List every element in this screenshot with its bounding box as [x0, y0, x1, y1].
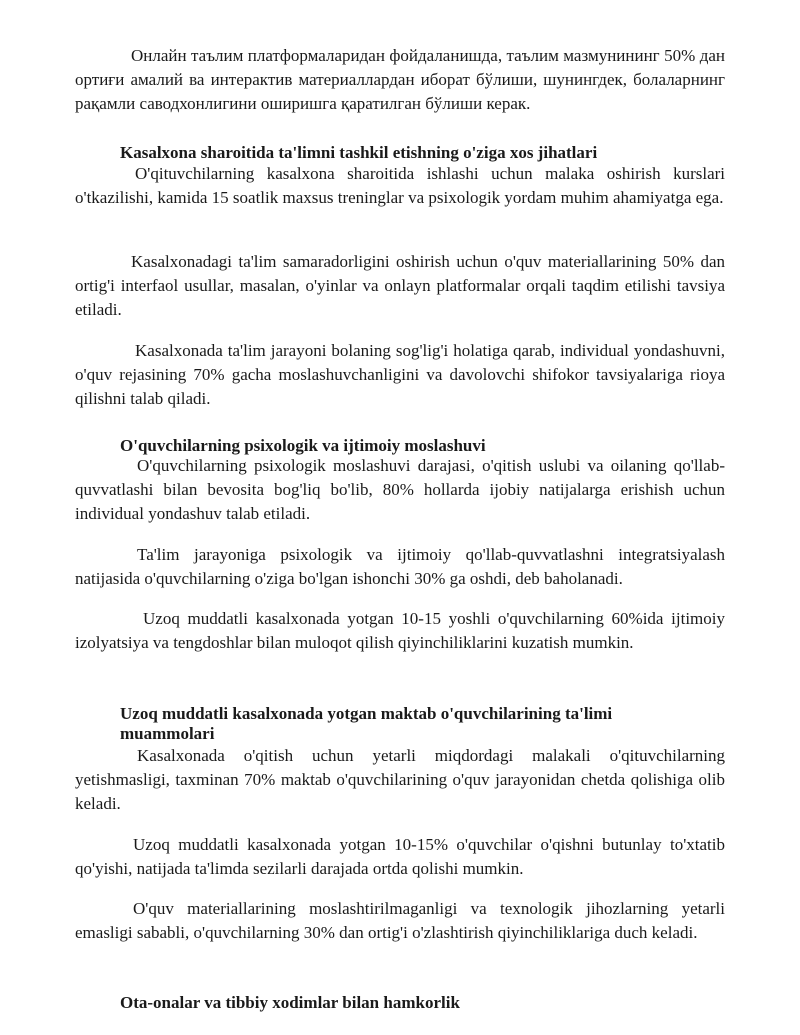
heading-hospital-education: Kasalxona sharoitida ta'limni tashkil etishning o'ziga xos jihatlari — [120, 143, 598, 162]
paragraph-teacher-training: O'qituvchilarning kasalxona sharoitida ishlashi uchun malaka oshirish kurslari o'tkazilishi, kamida 15 soatlik maxsus treninglar va psixologik yordam muhim ahamiyatga ega. — [75, 164, 725, 207]
heading-long-term-problems: Uzoq muddatli kasalxonada yotgan maktab o'quvchilarining ta'limi muammolari — [120, 704, 613, 743]
paragraph-teacher-shortage: Kasalxonada o'qitish uchun yetarli miqdordagi malakali o'qituvchilarning yetishmasligi, taxminan 70% maktab o'quvchilarining o'quv jarayonidan chetda qolishiga olib keladi. — [75, 746, 725, 813]
paragraph-adaptation-level: O'quvchilarning psixologik moslashuvi darajasi, o'qitish uslubi va oilaning qo'llab-quvvatlashi bilan bevosita bog'liq bo'lib, 80% hollarda ijobiy natijalarga erishish uchun individual yondashuv talab etiladi. — [75, 456, 725, 523]
heading-psychological-adaptation: O'quvchilarning psixologik va ijtimoiy moslashuvi — [120, 436, 486, 455]
paragraph-individual-approach: Kasalxonada ta'lim jarayoni bolaning sog'lig'i holatiga qarab, individual yondashuvni, o'quv rejasining 70% gacha moslashuvchanligini va davolovchi shifokor tavsiyalariga rioya qilishni talab qiladi. — [75, 341, 725, 408]
paragraph-dropout: Uzoq muddatli kasalxonada yotgan 10-15% o'quvchilar o'qishni butunlay to'xtatib qo'yishi, natijada ta'limda sezilarli darajada ortda qolishi mumkin. — [75, 835, 725, 878]
paragraph-interactive-materials: Kasalxonadagi ta'lim samaradorligini oshirish uchun o'quv materiallarining 50% dan ortig'i interfaol usullar, masalan, o'yinlar va onlayn platformalar orqali taqdim etilishi tavsiya etiladi. — [75, 252, 725, 319]
paragraph-online-platforms: Онлайн таълим платформаларидан фойдаланишда, таълим мазмунининг 50% дан ортиғи амалий ва интерактив материаллардан иборат бўлиши, шунингдек, болаларнинг рақамли саводхонлигини оширишга қаратилган бўлиши керак. — [75, 46, 725, 113]
paragraph-social-isolation: Uzoq muddatli kasalxonada yotgan 10-15 yoshli o'quvchilarning 60%ida ijtimoiy izolyatsiya va tengdoshlar bilan muloqot qilish qiyinchiliklarini kuzatish mumkin. — [75, 609, 725, 652]
heading-cooperation: Ota-onalar va tibbiy xodimlar bilan hamkorlik — [120, 993, 460, 1012]
paragraph-self-confidence: Ta'lim jarayoniga psixologik va ijtimoiy qo'llab-quvvatlashni integratsiyalash natijasida o'quvchilarning o'ziga bo'lgan ishonchi 30% ga oshdi, deb baholanadi. — [75, 545, 725, 588]
paragraph-unadapted-materials: O'quv materiallarining moslashtirilmaganligi va texnologik jihozlarning yetarli emasligi sababli, o'quvchilarning 30% dan ortig'i o'zlashtirish qiyinchiliklariga duch keladi. — [75, 899, 725, 942]
